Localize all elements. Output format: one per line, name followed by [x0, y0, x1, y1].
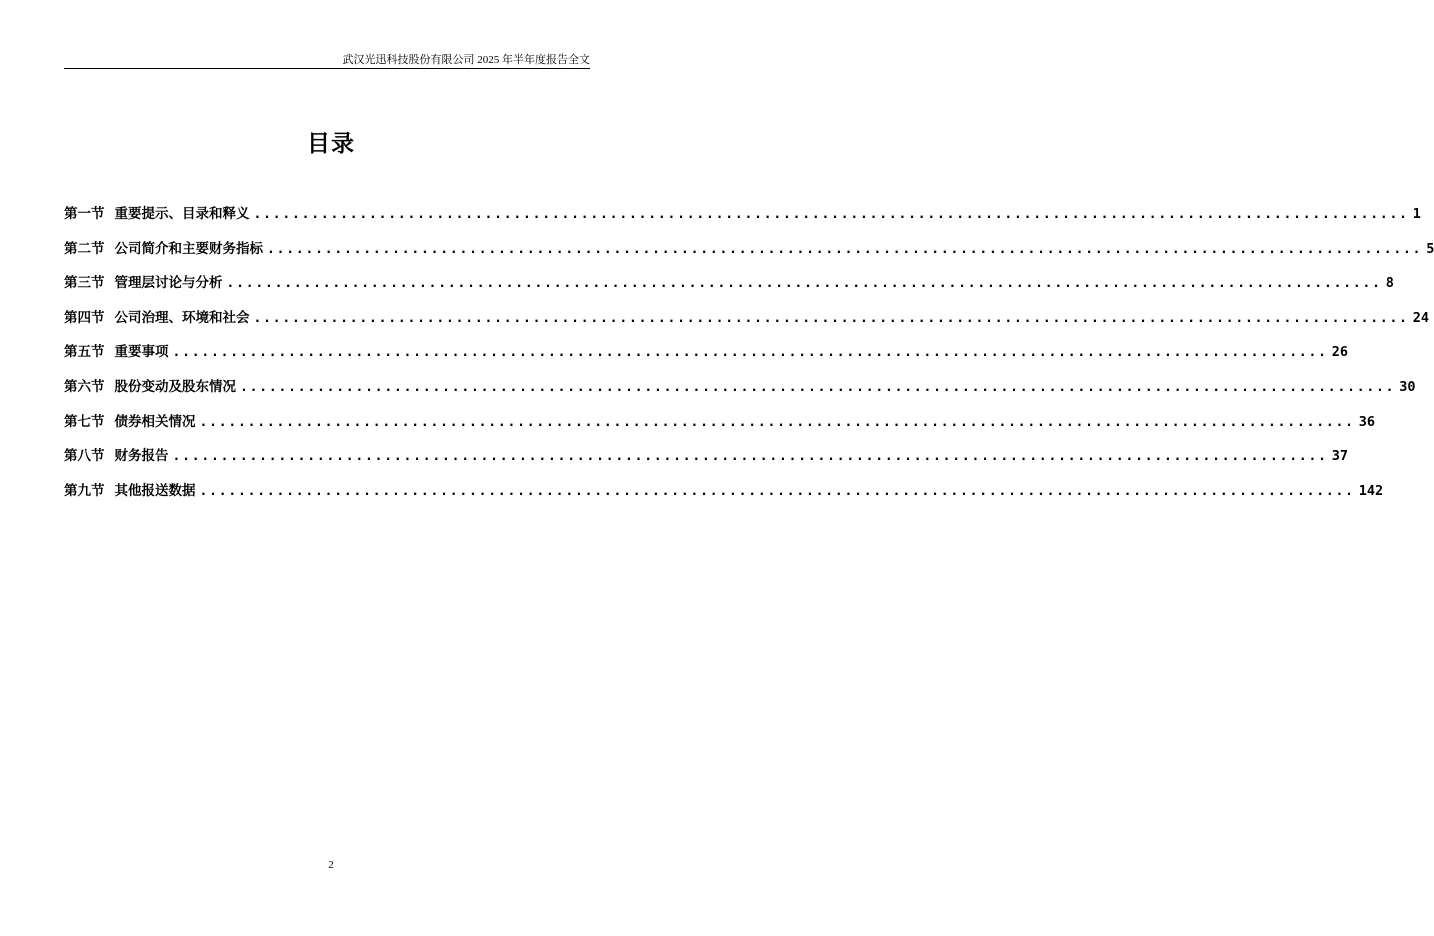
toc-section-number: 第八节	[64, 448, 105, 465]
toc-entry[interactable]	[64, 342, 1348, 377]
toc-section-number: 第一节	[64, 206, 105, 222]
toc-section-number: 第三节	[64, 275, 105, 292]
toc-section-number: 第四节	[64, 309, 105, 326]
toc-dot-leader: ........................................................................................................................	[240, 379, 1396, 395]
page-footer	[0, 858, 662, 872]
toc-page-number: 24	[1412, 309, 1429, 326]
toc-entry[interactable]	[64, 377, 1416, 412]
toc-section-number: 第二节	[64, 240, 105, 257]
toc-dot-leader: ........................................................................................................................	[253, 207, 1409, 222]
toc-entry[interactable]	[64, 308, 1429, 343]
toc-section-name: 债券相关情况	[114, 413, 196, 430]
toc-section-name: 股份变动及股东情况	[114, 378, 236, 395]
toc-dot-leader: ........................................................................................................................	[199, 483, 1355, 499]
toc-page-number: 30	[1399, 378, 1416, 395]
toc-entry[interactable]	[64, 204, 1421, 239]
toc-page-number: 5	[1426, 240, 1434, 257]
footer-page-number: 2	[328, 859, 334, 871]
toc-page-number: 8	[1385, 275, 1394, 292]
toc-page-number: 26	[1331, 344, 1348, 361]
toc-section-name: 公司治理、环境和社会	[114, 309, 250, 326]
toc-section-name: 重要提示、目录和释义	[114, 206, 250, 222]
toc-dot-leader: ........................................................................................................................	[172, 345, 1328, 361]
toc-entry[interactable]	[64, 412, 1375, 447]
toc-section-number: 第九节	[64, 482, 105, 499]
toc-section-number: 第五节	[64, 344, 105, 361]
toc-title: 目录	[307, 131, 355, 157]
toc-entry[interactable]	[64, 273, 1394, 308]
toc-section-name: 财务报告	[114, 448, 169, 465]
header-text: 武汉光迅科技股份有限公司 2025 年半年度报告全文	[342, 54, 590, 66]
toc-page-number: 37	[1331, 448, 1348, 465]
toc-page-number: 142	[1358, 482, 1384, 499]
page-header	[64, 52, 590, 69]
table-of-contents	[64, 204, 1434, 515]
toc-dot-leader: ........................................................................................................................	[199, 414, 1355, 430]
toc-dot-leader: ........................................................................................................................	[267, 241, 1423, 257]
toc-dot-leader: ........................................................................................................................	[172, 449, 1328, 465]
toc-section-name: 公司简介和主要财务指标	[114, 240, 263, 257]
toc-section-name: 管理层讨论与分析	[114, 275, 223, 292]
toc-section-number: 第六节	[64, 378, 105, 395]
toc-page-number: 36	[1358, 413, 1375, 430]
toc-page-number: 1	[1412, 206, 1421, 222]
toc-dot-leader: ........................................................................................................................	[253, 310, 1409, 326]
toc-section-name: 其他报送数据	[114, 482, 196, 499]
toc-section-name: 重要事项	[114, 344, 169, 361]
toc-section-number: 第七节	[64, 413, 105, 430]
toc-dot-leader: ........................................................................................................................	[226, 276, 1382, 292]
toc-entry[interactable]	[64, 239, 1434, 274]
toc-entry[interactable]	[64, 446, 1348, 481]
toc-entry[interactable]	[64, 481, 1384, 516]
